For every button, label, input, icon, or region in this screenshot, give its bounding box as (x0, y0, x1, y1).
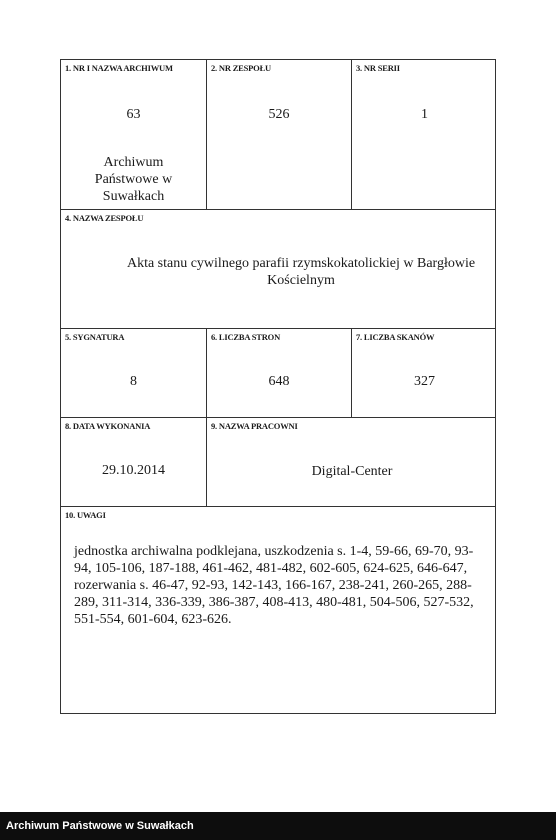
row-fonds-name (61, 210, 495, 329)
signature-label: 5. SYGNATURA (65, 332, 125, 342)
cell-fonds-number (207, 60, 352, 209)
cell-date (61, 418, 207, 506)
date-label: 8. DATA WYKONANIA (65, 421, 151, 431)
signature-value: 8 (130, 374, 137, 389)
row-signature-pages-scans (61, 329, 495, 418)
archive-name-line-3: Suwałkach (102, 189, 165, 204)
footer-text: Archiwum Państwowe w Suwałkach (6, 820, 194, 832)
cell-signature (61, 329, 207, 417)
archive-name-line-1: Archiwum (103, 155, 164, 170)
page-count-value: 648 (268, 374, 290, 389)
metric-sheet (60, 59, 496, 714)
fonds-name-label: 4. NAZWA ZESPOŁU (65, 213, 144, 223)
series-number-label: 3. NR SERII (356, 63, 400, 73)
remarks-text (74, 543, 484, 628)
scan-count-label: 7. LICZBA SKANÓW (356, 332, 435, 342)
row-date-studio (61, 418, 495, 507)
fonds-name-line-2: Kościelnym (267, 273, 335, 288)
remarks-line-3: rozerwania s. 46-47, 92-93, 142-143, 166-167, 238-241, 260-265, 288- (74, 578, 472, 593)
studio-value: Digital-Center (311, 464, 393, 479)
row-remarks (61, 507, 495, 713)
remarks-line-2: 94, 105-106, 187-188, 461-462, 481-482, 602-605, 624-625, 646-647, (74, 561, 468, 576)
cell-archive (61, 60, 207, 209)
date-value: 29.10.2014 (102, 463, 165, 478)
archive-name-line-2: Państwowe w (94, 172, 173, 187)
archive-number: 63 (126, 107, 141, 122)
cell-studio (207, 418, 497, 506)
scan-count-value: 327 (414, 374, 435, 389)
cell-scan-count (352, 329, 497, 417)
cell-page-count (207, 329, 352, 417)
row-archive-fonds-series (61, 60, 495, 210)
page-count-label: 6. LICZBA STRON (211, 332, 281, 342)
remarks-line-1: jednostka archiwalna podklejana, uszkodzenia s. 1-4, 59-66, 69-70, 93- (74, 544, 474, 559)
footer-bar (0, 812, 556, 840)
fonds-name-line-1: Akta stanu cywilnego parafii rzymskokatolickiej w Bargłowie (126, 256, 476, 271)
remarks-line-4: 289, 311-314, 336-339, 386-387, 408-413, 480-481, 504-506, 527-532, (74, 595, 474, 610)
remarks-line-5: 551-554, 601-604, 623-626. (74, 612, 232, 627)
remarks-label: 10. UWAGI (65, 510, 106, 520)
cell-fonds-name (61, 210, 497, 328)
fonds-number-label: 2. NR ZESPOŁU (211, 63, 271, 73)
series-number-value: 1 (421, 107, 428, 122)
studio-label: 9. NAZWA PRACOWNI (211, 421, 298, 431)
archive-label: 1. NR I NAZWA ARCHIWUM (65, 63, 173, 73)
cell-remarks (61, 507, 497, 713)
fonds-number-value: 526 (268, 107, 290, 122)
cell-series-number (352, 60, 497, 209)
